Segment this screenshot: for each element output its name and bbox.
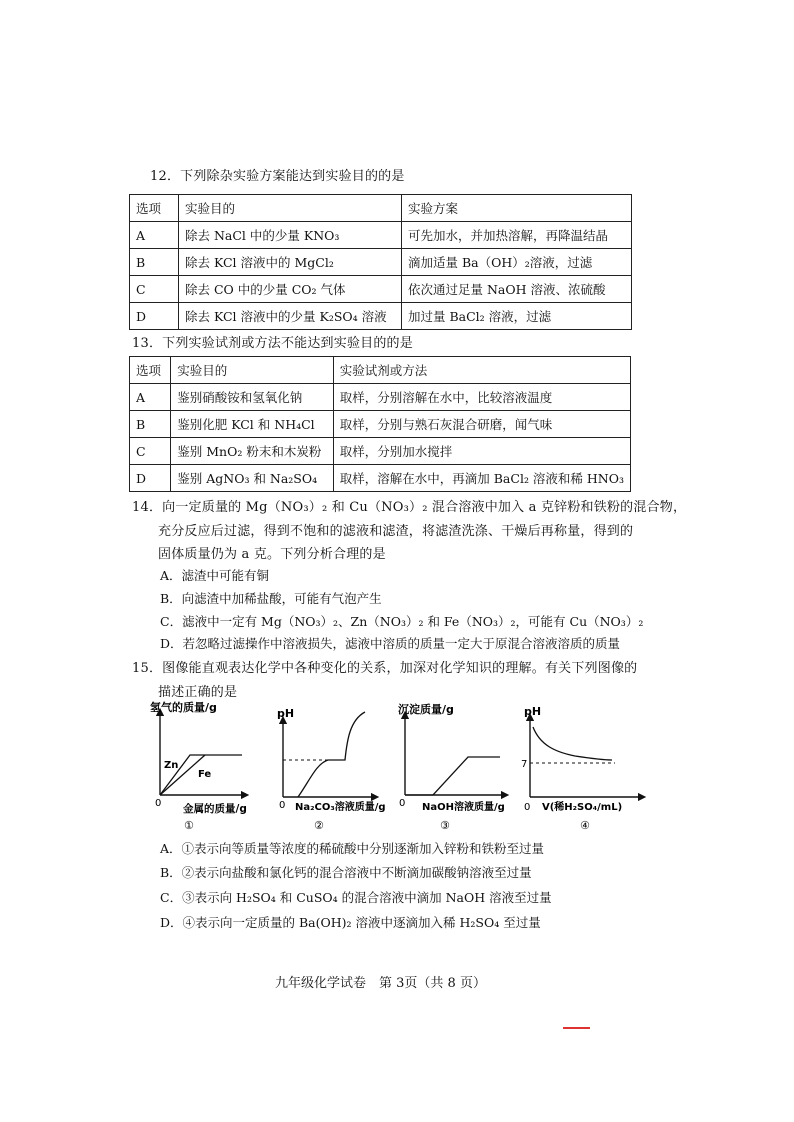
q13-table [129, 356, 631, 492]
option-a: A．①表示向等质量等浓度的稀硫酸中分别逐渐加入锌粉和铁粉至过量 [160, 841, 545, 856]
table-cell: B [130, 249, 179, 276]
table-cell: B [130, 411, 171, 438]
option-d: D．若忽略过滤操作中溶液损失，滤液中溶质的质量一定大于原混合溶液溶质的质量 [160, 636, 621, 651]
table-row [130, 438, 631, 465]
ph-curve [298, 712, 365, 797]
table-cell: 除去 KCl 溶液中的少量 K₂SO₄ 溶液 [179, 303, 402, 330]
q12-table [129, 194, 632, 330]
option-c: C．③表示向 H₂SO₄ 和 CuSO₄ 的混合溶液中滴加 NaOH 溶液至过量 [160, 890, 552, 905]
table-cell: 除去 KCl 溶液中的 MgCl₂ [179, 249, 402, 276]
precipitate-line [405, 757, 500, 795]
y-axis-label: 氢气的质量/g [150, 701, 217, 714]
graph-number: ② [314, 819, 324, 832]
table-row [130, 222, 632, 249]
y-axis-label: pH [524, 705, 542, 718]
table-row [130, 384, 631, 411]
q12-stem: 12．下列除杂实验方案能达到实验目的的是 [150, 169, 405, 184]
table-cell: 鉴别 AgNO₃ 和 Na₂SO₄ [171, 465, 334, 492]
ph-curve [533, 727, 612, 760]
ph7-label: 7 [521, 759, 528, 770]
table-cell: 鉴别化肥 KCl 和 NH₄Cl [171, 411, 334, 438]
table-cell: 取样，分别与熟石灰混合研磨，闻气味 [333, 411, 630, 438]
x-axis-label: 金属的质量/g [183, 803, 247, 815]
option-b: B．向滤渣中加稀盐酸，可能有气泡产生 [160, 591, 382, 606]
graph-2 [277, 707, 386, 832]
origin-label: 0 [279, 800, 286, 811]
q15-stem-line: 15．图像能直观表达化学中各种变化的关系，加深对化学知识的理解。有关下列图像的 [132, 661, 638, 676]
x-axis-label: Na₂CO₃溶液质量/g [295, 802, 386, 813]
table-row [130, 249, 632, 276]
option-b: B．②表示向盐酸和氯化钙的混合溶液中不断滴加碳酸钠溶液至过量 [160, 865, 532, 880]
graph-4 [521, 705, 642, 832]
q14-stem-line: 固体质量仍为 a 克。下列分析合理的是 [158, 547, 386, 562]
graph-3 [398, 702, 505, 832]
graph-number: ③ [440, 819, 450, 832]
table-cell: 加过量 BaCl₂ 溶液，过滤 [402, 303, 632, 330]
table-cell: 除去 NaCl 中的少量 KNO₃ [179, 222, 402, 249]
zn-label: Zn [164, 760, 179, 771]
table-cell: 鉴别硝酸铵和氢氧化钠 [171, 384, 334, 411]
table-cell: 滴加适量 Ba（OH）₂溶液，过滤 [402, 249, 632, 276]
table-header-row [130, 357, 631, 384]
table-row [130, 411, 631, 438]
table-cell: D [130, 303, 179, 330]
header-cell: 实验目的 [171, 357, 334, 384]
option-c: C．滤液中一定有 Mg（NO₃）₂、Zn（NO₃）₂ 和 Fe（NO₃）₂，可能有 Cu（NO₃）₂ [160, 614, 644, 629]
q15-graphs [150, 700, 650, 835]
table-cell: 取样，分别溶解在水中，比较溶液温度 [333, 384, 630, 411]
table-cell: 可先加水，并加热溶解，再降温结晶 [402, 222, 632, 249]
red-mark [563, 1027, 590, 1029]
table-cell: 取样，分别加水搅拌 [333, 438, 630, 465]
x-axis-label: NaOH溶液质量/g [422, 802, 505, 813]
table-cell: 除去 CO 中的少量 CO₂ 气体 [179, 276, 402, 303]
x-axis-label: V(稀H₂SO₄/mL) [542, 802, 623, 813]
y-axis-label: pH [277, 707, 295, 720]
table-row [130, 465, 631, 492]
header-cell: 选项 [130, 195, 179, 222]
table-cell: A [130, 222, 179, 249]
q14-stem-line: 14．向一定质量的 Mg（NO₃）₂ 和 Cu（NO₃）₂ 混合溶液中加入 a 克锌粉和铁粉的混合物， [132, 500, 687, 515]
table-cell: 取样，溶解在水中，再滴加 BaCl₂ 溶液和稀 HNO₃ [333, 465, 630, 492]
header-cell: 实验目的 [179, 195, 402, 222]
table-row [130, 276, 632, 303]
header-cell: 实验方案 [402, 195, 632, 222]
table-row [130, 303, 632, 330]
table-cell: D [130, 465, 171, 492]
origin-label: 0 [155, 798, 162, 809]
table-header-row [130, 195, 632, 222]
q14-stem-line: 充分反应后过滤，得到不饱和的滤液和滤渣，将滤渣洗涤、干燥后再称量，得到的 [158, 524, 634, 539]
option-a: A．滤渣中可能有铜 [160, 568, 270, 583]
table-cell: C [130, 438, 171, 465]
header-cell: 实验试剂或方法 [333, 357, 630, 384]
table-cell: 依次通过足量 NaOH 溶液、浓硫酸 [402, 276, 632, 303]
header-cell: 选项 [130, 357, 171, 384]
graph-number: ④ [580, 819, 590, 832]
origin-label: 0 [524, 802, 531, 813]
y-axis-label: 沉淀质量/g [398, 703, 454, 716]
fe-label: Fe [198, 769, 212, 780]
table-cell: A [130, 384, 171, 411]
graph-1 [150, 700, 247, 832]
graph-number: ① [184, 819, 194, 832]
page-footer: 九年级化学试卷 第 3页（共 8 页） [275, 976, 486, 991]
q15-stem-line: 描述正确的是 [158, 685, 238, 700]
q13-stem: 13．下列实验试剂或方法不能达到实验目的的是 [132, 336, 413, 351]
origin-label: 0 [399, 798, 406, 809]
table-cell: C [130, 276, 179, 303]
table-cell: 鉴别 MnO₂ 粉末和木炭粉 [171, 438, 334, 465]
option-d: D．④表示向一定质量的 Ba(OH)₂ 溶液中逐滴加入稀 H₂SO₄ 至过量 [160, 915, 541, 930]
